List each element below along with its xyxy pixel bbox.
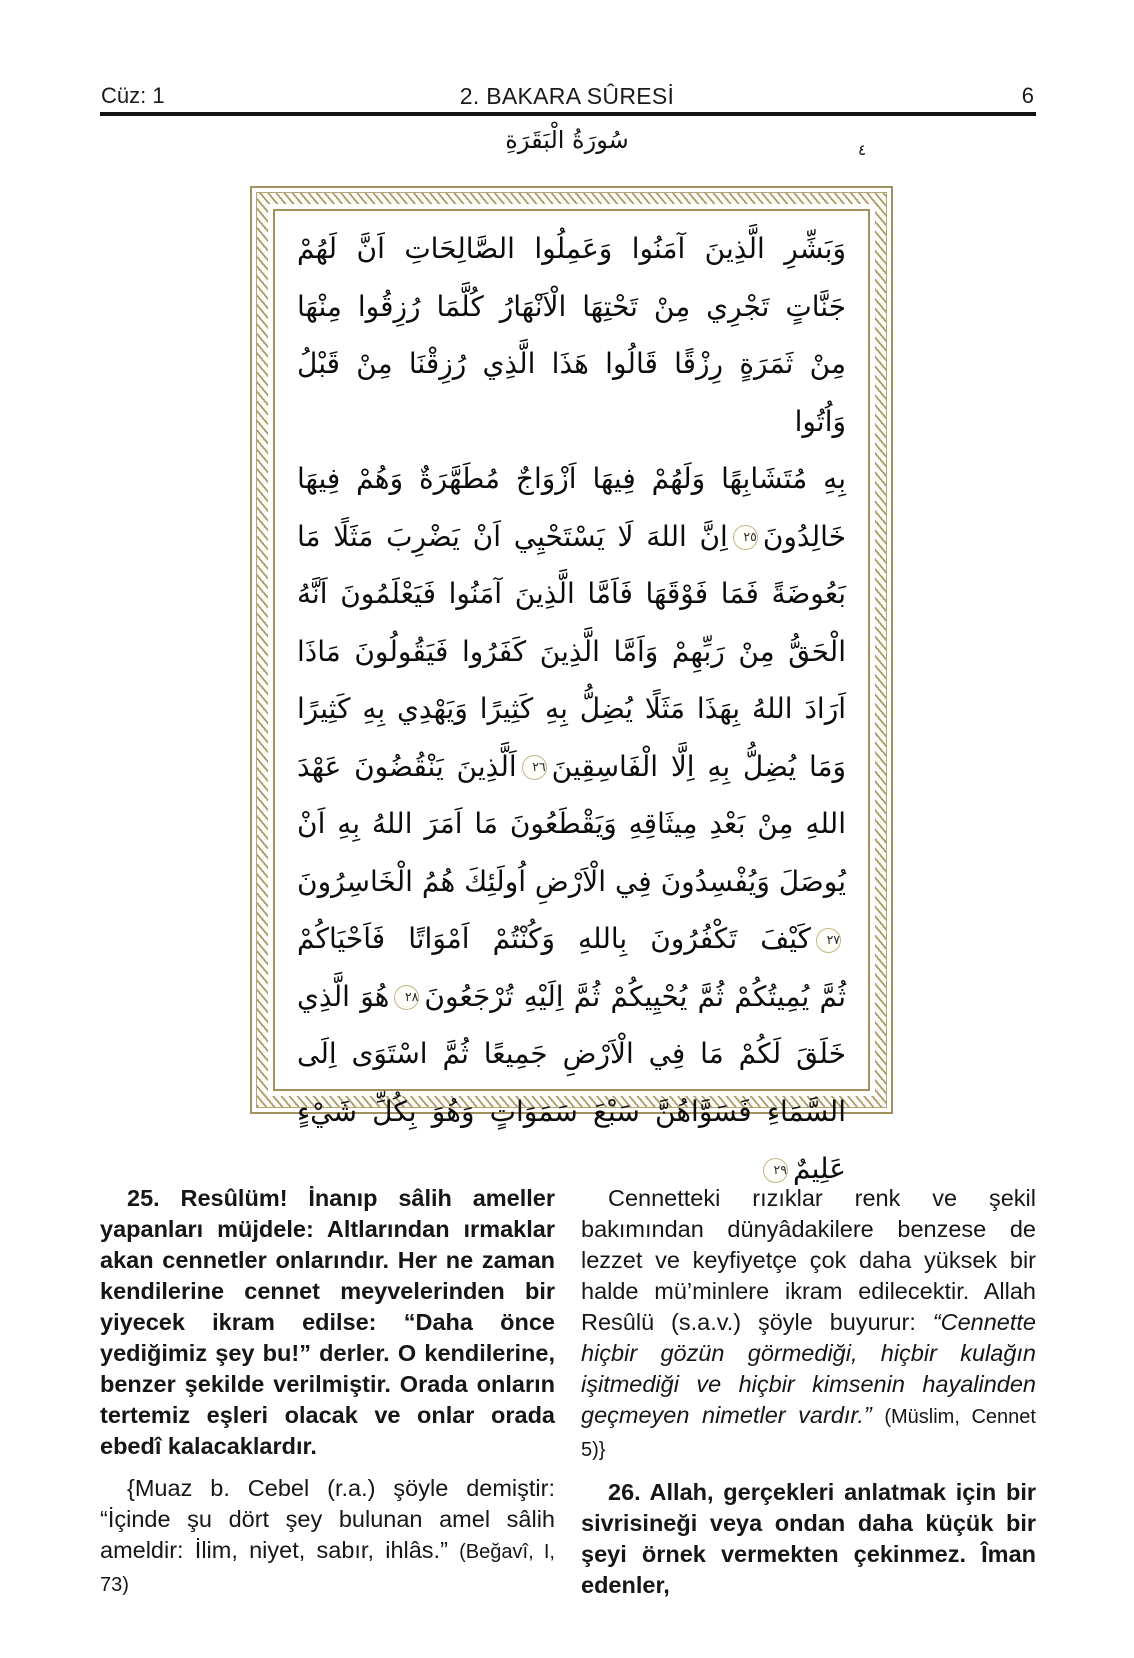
quran-line: ثُمَّ يُمِيتُكُمْ ثُمَّ يُحْيِيكُمْ ثُمَّ اِلَيْهِ تُرْجَعُونَ٢٨هُوَ الَّذِي (297, 979, 846, 1013)
quran-frame-rope-border (256, 192, 887, 1185)
translation-paragraph (581, 1477, 1036, 1601)
verse-number-marker: ٢٦ (522, 755, 547, 780)
translation-text-italic: “Cennette hiçbir gözün görmediği, hiçbir kulağın işitmediği ve hiçbir kimsenin hayalinden geçmeyen nimetler vardır.” (581, 1309, 1036, 1428)
page-number: 6 (1021, 83, 1034, 108)
translation-text-bold: 25. Resûlüm! İnanıp sâlih ameller yapanları müjdele: Altlarından ırmaklar akan cennetler onlarındır. Her ne zaman kendilerine cennet meyvelerinden bir yiyecek ikram edilse: “Daha önce yediğimiz şey bu!” derler. O kendilerine, benzer şekilde verilmiştir. Orada onların tertemiz eşleri olacak ve onlar orada ebedî kalacaklardır. (100, 1185, 555, 1459)
quran-line: بِهِ مُتَشَابِهًا وَلَهُمْ فِيهَا اَزْوَاجٌ مُطَهَّرَةٌ وَهُمْ فِيهَا (297, 462, 846, 495)
quran-line: السَّمَاءِ فَسَوَّاهُنَّ سَبْعَ سَمَوَاتٍ وَهُوَ بِكُلِّ شَيْءٍ عَلِيمٌ٢٩ (297, 1094, 846, 1185)
translation-column-right (581, 1183, 1036, 1612)
translation-columns (100, 1183, 1036, 1612)
quran-line: الْحَقُّ مِنْ رَبِّهِمْ وَاَمَّا الَّذِينَ كَفَرُوا فَيَقُولُونَ مَاذَا (297, 634, 846, 668)
verse-number-marker: ٢٥ (733, 525, 758, 550)
translation-text-ref: (Müslim, Cennet 5)} (581, 1406, 1036, 1461)
quran-line: اللهِ مِنْ بَعْدِ مِيثَاقِهِ وَيَقْطَعُونَ مَا اَمَرَ اللهُ بِهِ اَنْ (297, 807, 846, 840)
header-divider (100, 112, 1036, 116)
quran-line: بَعُوضَةً فَمَا فَوْقَهَا فَاَمَّا الَّذِينَ آمَنُوا فَيَعْلَمُونَ اَنَّهُ (297, 577, 846, 610)
quran-line: اَرَادَ اللهُ بِهَذَا مَثَلًا يُضِلُّ بِهِ كَثِيرًا وَيَهْدِي بِهِ كَثِيرًا (297, 692, 846, 725)
quran-line: خَلَقَ لَكُمْ مَا فِي الْاَرْضِ جَمِيعًا ثُمَّ اسْتَوَى اِلَى (297, 1037, 846, 1070)
translation-text-bold: 26. Allah, gerçekleri anlatmak için bir sivrisineği veya ondan daha küçük bir şeyi örnek vermekten çekinmez. Îman edenler, (581, 1479, 1036, 1598)
quran-line: وَبَشِّرِ الَّذِينَ آمَنُوا وَعَمِلُوا الصَّالِحَاتِ اَنَّ لَهُمْ (297, 232, 846, 265)
quran-line: وَمَا يُضِلُّ بِهِ اِلَّا الْفَاسِقِينَ٢٦اَلَّذِينَ يَنْقُضُونَ عَهْدَ (297, 749, 846, 783)
quran-line: خَالِدُونَ٢٥اِنَّ اللهَ لَا يَسْتَحْيِي اَنْ يَضْرِبَ مَثَلًا مَا (297, 519, 846, 553)
quran-frame (250, 186, 893, 1185)
quran-line: ٢٧كَيْفَ تَكْفُرُونَ بِاللهِ وَكُنْتُمْ اَمْوَاتًا فَاَحْيَاكُمْ (297, 922, 840, 955)
quran-line: مِنْ ثَمَرَةٍ رِزْقًا قَالُوا هَذَا الَّذِي رُزِقْنَا مِنْ قَبْلُ وَاُتُوا (297, 347, 846, 438)
translation-paragraph (100, 1473, 555, 1601)
quran-line: يُوصَلَ وَيُفْسِدُونَ فِي الْاَرْضِ اُولَئِكَ هُمُ الْخَاسِرُونَ (297, 864, 846, 898)
quran-line: جَنَّاتٍ تَجْرِي مِنْ تَحْتِهَا الْاَنْهَارُ كُلَّمَا رُزِقُوا مِنْهَا (297, 289, 846, 323)
translation-text-regular: Cennetteki rızıklar renk ve şekil bakımından dünyâdakilere benzese de lezzet ve keyfiyetçe çok daha yüksek bir halde mü’minlere ikram edilecektir. Allah Resûlü (s.a.v.) şöyle buyurur: (581, 1185, 1036, 1335)
quran-frame-gap (268, 204, 875, 1185)
arabic-page-number: ٤ (858, 141, 867, 159)
translation-text-regular: {Muaz b. Cebel (r.a.) şöyle demiştir: “İçinde şu dört şey bulunan amel sâlih ameldir: İlim, niyet, sabır, ihlâs.” (100, 1475, 555, 1563)
verse-number-marker: ٢٨ (394, 985, 419, 1010)
surah-title-arabic: سُورَةُ الْبَقَرَةِ (505, 126, 629, 154)
translation-paragraph (581, 1183, 1036, 1466)
quran-lines (273, 209, 870, 1185)
translation-paragraph (100, 1183, 555, 1462)
translation-column-left (100, 1183, 555, 1612)
page-title: 2. BAKARA SÛRESİ (459, 83, 675, 109)
verse-number-marker: ٢٩ (763, 1158, 788, 1183)
verse-number-marker: ٢٧ (816, 928, 841, 953)
juz-label: Cüz: 1 (101, 83, 165, 108)
translation-text-ref: (Beğavî, I, 73) (100, 1541, 555, 1596)
